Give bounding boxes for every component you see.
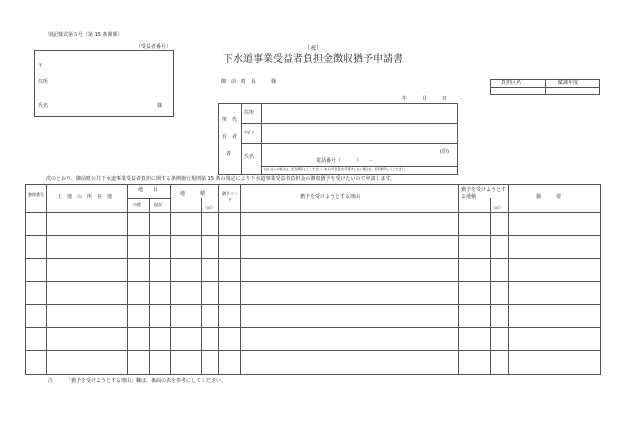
col-serial-number: 整理番号 (28, 192, 44, 197)
honorific: 様 (157, 103, 163, 109)
col-area-unit: （㎡） (203, 205, 215, 210)
form-title: 下水道事業受益者負担金徴収猶予申請書 (223, 54, 403, 65)
side-char-5: 者 (226, 151, 232, 157)
col-deferral-reason: 猶予を受けようとする理由 (300, 194, 361, 200)
form-number: 別記様式第５号（第 15 条関係） (48, 32, 123, 38)
footer-note-label: 注 (48, 378, 54, 384)
furigana-label: ﾌﾘｶﾞﾅ (244, 130, 254, 135)
col-deferral-area-unit: （㎡） (491, 205, 503, 210)
col-land-location: 土 地 の 所 在 地 (57, 194, 113, 200)
side-char-3: 有 (222, 134, 228, 140)
applicant-note: (注) 法人の場合は、記名押印してください。本人(代表者)が手書きしない場合は、記名押印してください。 (264, 167, 408, 171)
side-char-2: 代 (232, 117, 238, 123)
addressee: 御 前 町 長 様 (221, 79, 277, 85)
applicant-name-label: 氏名 (244, 154, 255, 160)
postal-mark: 〒 (38, 63, 44, 69)
col-registry: 台帳 (133, 202, 141, 207)
applicant-address-label: 住所 (244, 110, 255, 116)
address-box (34, 50, 174, 117)
front-side-marker: （表） (304, 45, 323, 52)
side-char-1: 所 (222, 117, 228, 123)
date-line: 年 月 日 (402, 96, 448, 102)
assessment-year-label: 賦課年度 (558, 80, 579, 86)
side-char-4: 者 (232, 134, 238, 140)
col-land-area: 地 積 (180, 191, 206, 197)
seal-mark: (印) (440, 149, 449, 155)
district-label: 負担区名 (501, 80, 522, 86)
col-remarks: 摘 要 (536, 194, 562, 200)
col-deferral-code: 猶予コード (222, 191, 238, 202)
col-current-status: 現況 (154, 202, 162, 207)
footer-note-text: 「猶予を受けようとする理由」欄は、裏面の表を参考にしてください。 (66, 378, 227, 384)
intro-text: 次のとおり、御前町公共下水道事業受益者負担に関する条例施行規則第 15 条の規定により下水道事業受益者負担金の徴収猶予を受けたいので申請します。 (46, 176, 396, 182)
address-label: 住所 (38, 79, 49, 85)
col-land-category: 地 目 (138, 187, 159, 193)
name-label: 氏名 (38, 103, 49, 109)
col-deferral-area: 猶予を受けようとする地積 (461, 187, 507, 200)
receipt-number-label: （受益者番号） (136, 44, 172, 50)
phone-line: 電話番号（ ） － (316, 158, 374, 164)
